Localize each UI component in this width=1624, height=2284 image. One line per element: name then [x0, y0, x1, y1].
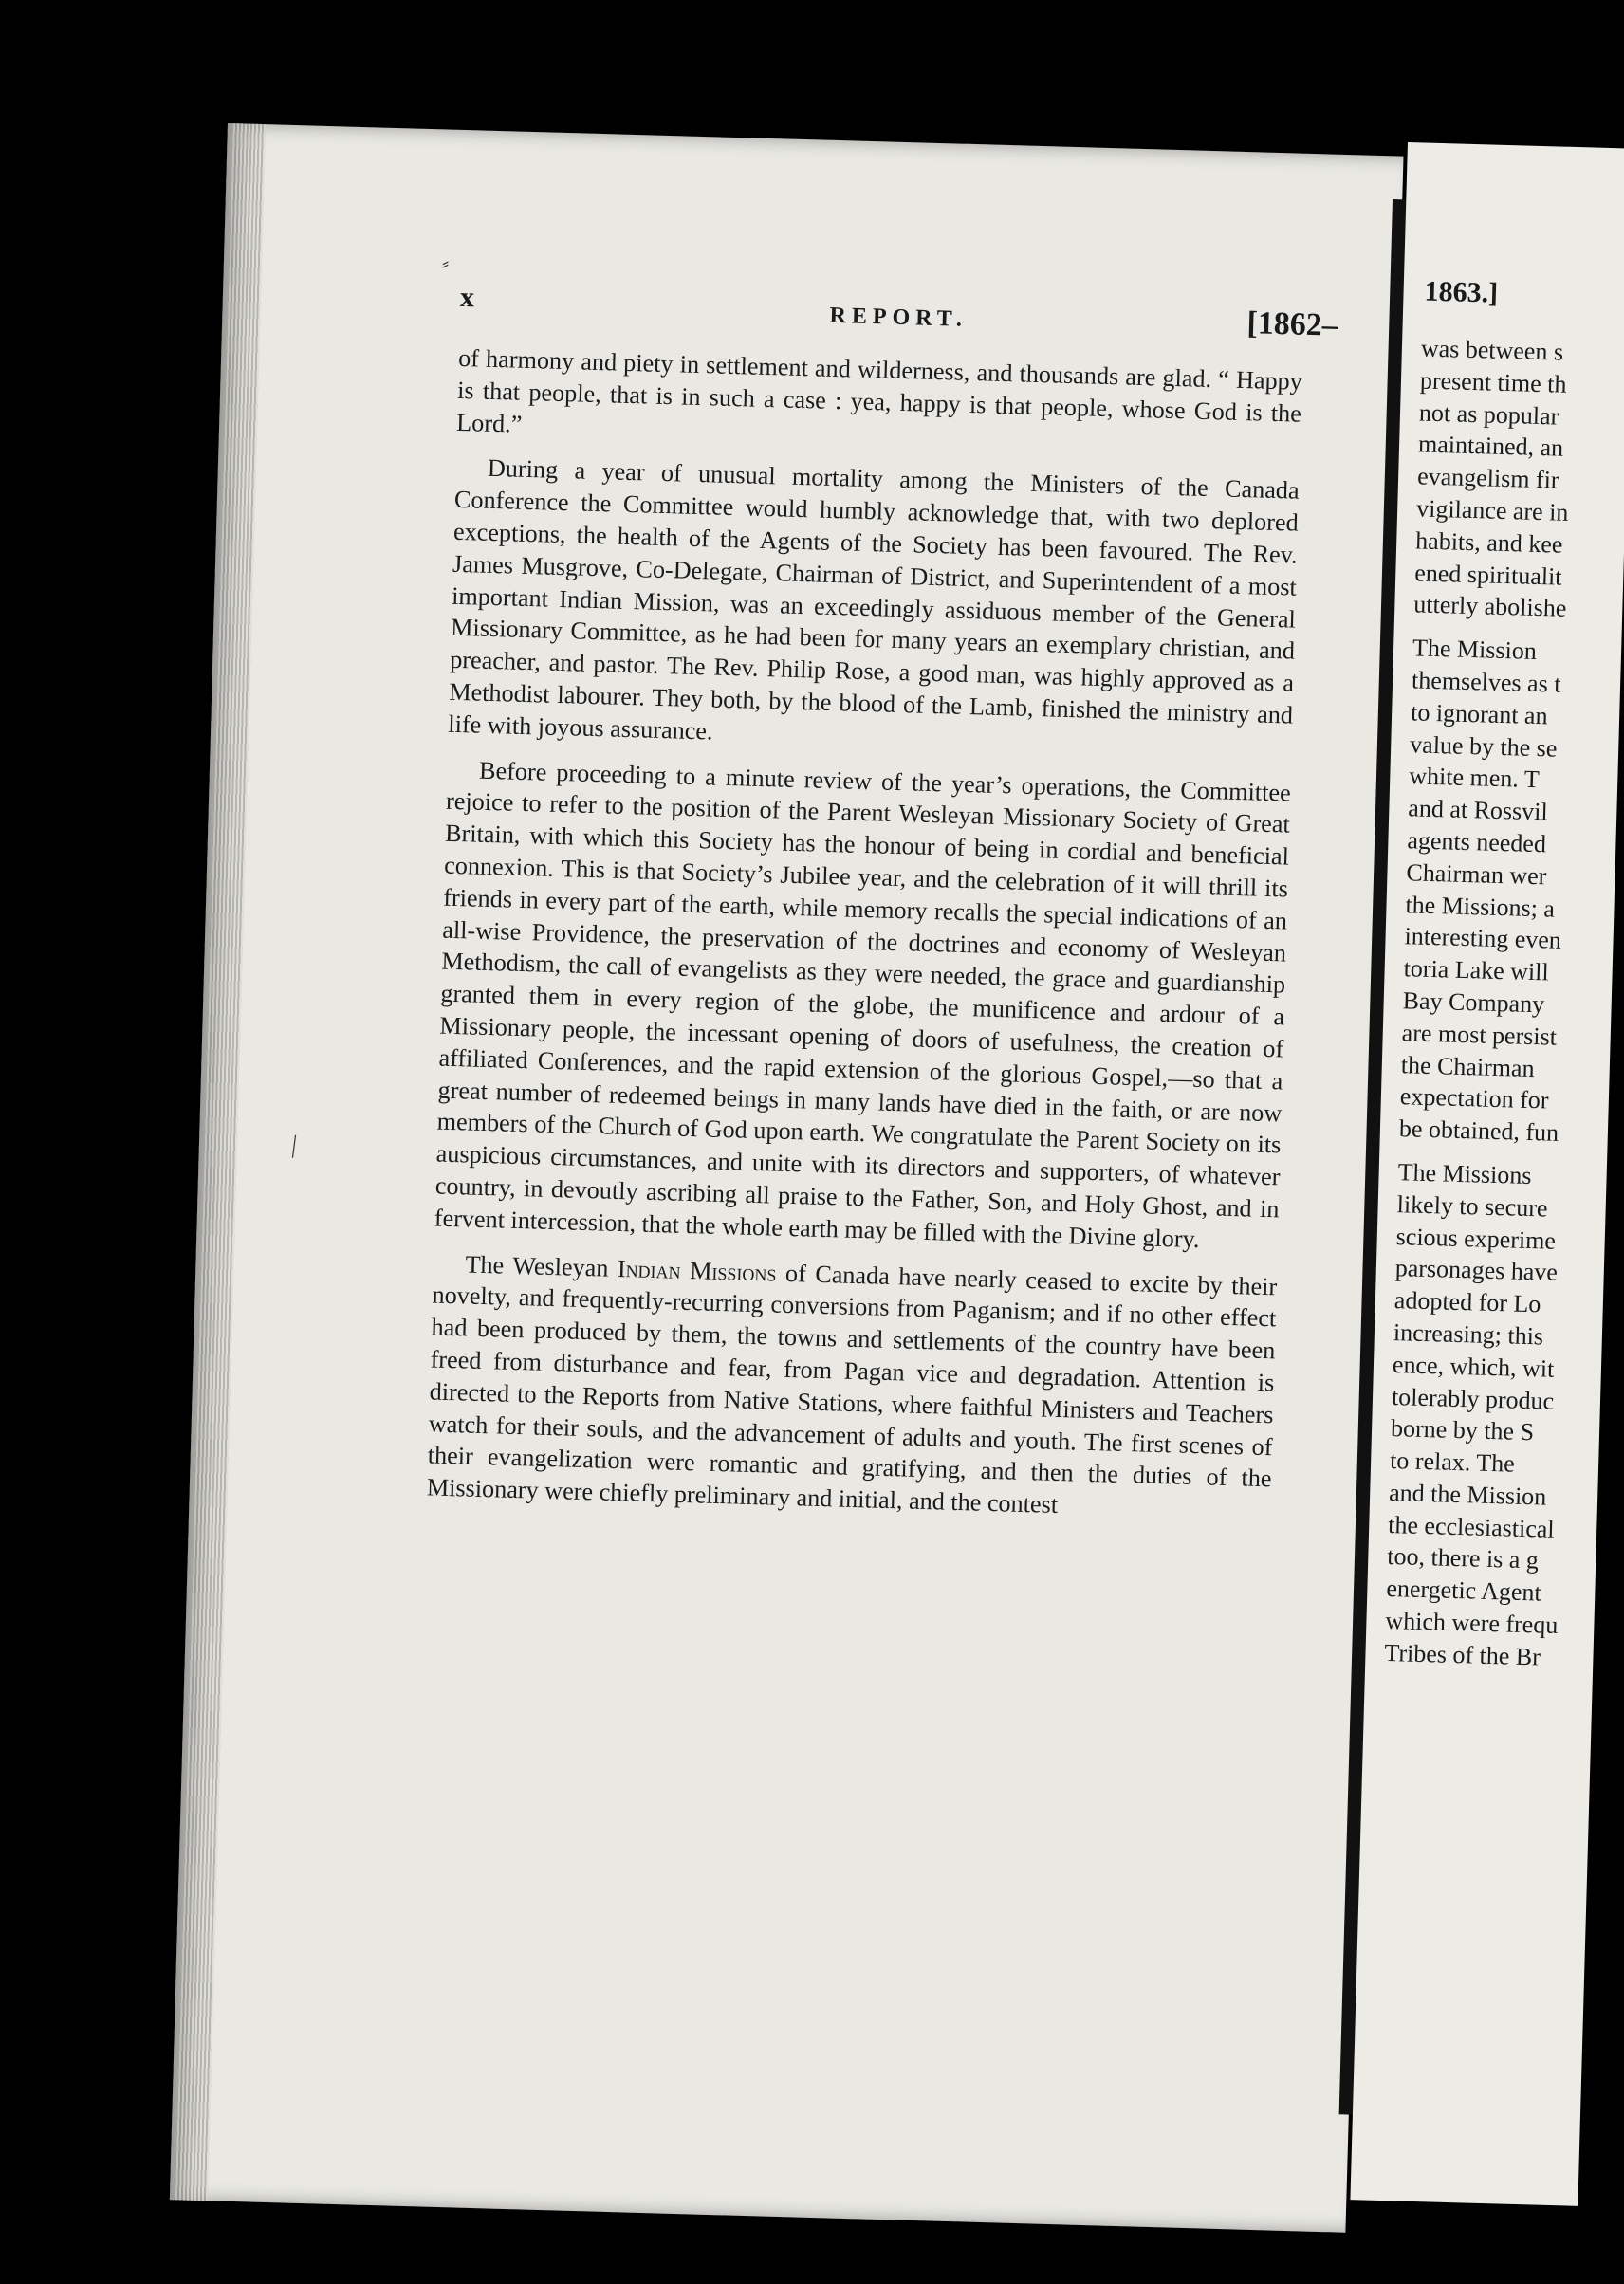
- right-page-line: parsonages have: [1394, 1254, 1559, 1287]
- left-page-year: [1862–: [1246, 305, 1339, 343]
- right-page-line: evangelism fir: [1416, 462, 1559, 494]
- right-page-line: and the Mission: [1388, 1478, 1547, 1511]
- right-page-year: 1863.]: [1424, 275, 1499, 309]
- right-page-line: to relax. The: [1389, 1446, 1516, 1478]
- paragraph-3: Before proceeding to a minute review of the year’s operations, the Committee rejoice to refer to the position of the Parent Wesleyan Missionary Society of Great Britain, with which this Society has the honour of being in cordial and beneficial connexion. This is that Society’s Jubilee year, and the celebration of it will thrill its friends in every part of the earth, while memory recalls the special indications of an all-wise Providence, the preservation of the doctrines and economy of Wesleyan Methodism, the call of evangelists as they were needed, the grace and guardianship granted them in every region of the globe, the munificence and ardour of a Missionary people, the incessant opening of doors of usefulness, the creation of affiliated Conferences, and the rapid extension of the glorious Gospel,—so that a great number of redeemed beings in many lands have died in the faith, or are now members of the Church of God upon earth. We congratulate the Parent Society on its auspicious circumstances, and unite with its directors and supporters, of whatever country, in devoutly ascribing all praise to the Father, Son, and Holy Ghost, and in fervent intercession, that the whole earth may be filled with the Divine glory.: [434, 756, 1292, 1253]
- right-page-line: likely to secure: [1396, 1189, 1548, 1223]
- margin-tick-mark: ⁄: [285, 1132, 304, 1162]
- right-page-line: to ignorant an: [1410, 698, 1549, 730]
- right-page-line: themselves as t: [1411, 666, 1561, 698]
- right-page-line: tolerably produc: [1391, 1382, 1555, 1415]
- right-page-line: agents needed: [1407, 826, 1547, 858]
- indian-missions-smallcaps: Indian Missions: [617, 1254, 777, 1287]
- paragraph-4-rest: of Canada have nearly ceased to excite by their novelty, and frequently-recurring conversions from Paganism; and if no other effect had been produced by them, the towns and settlements of the country have been freed from disturbance and fear, from Pagan vice and degradation. Attention is directed to the Reports from Native Stations, where faithful Ministers and Teachers watch for their souls, and the advancement of adults and youth. The first scenes of their evangelization were romantic and gratifying, and then the duties of the Missionary were chiefly preliminary and initial, and the contest: [426, 1259, 1278, 1520]
- right-page-line: be obtained, fun: [1398, 1114, 1559, 1147]
- right-page-line: and at Rossvil: [1407, 794, 1549, 826]
- right-page-line: adopted for Lo: [1393, 1286, 1541, 1318]
- right-page-line: not as popular: [1418, 398, 1559, 431]
- right-page-line: vigilance are in: [1415, 494, 1569, 526]
- right-page-line: toria Lake will: [1403, 954, 1550, 986]
- folio: x: [459, 281, 475, 314]
- right-page-line: Bay Company: [1402, 986, 1545, 1019]
- paragraph-1: of harmony and piety in settlement and wilderness, and thousands are glad. “ Happy is that people, that is in such a case : yea, happy is that people, whose God is the Lord.”: [455, 343, 1303, 438]
- right-page-line: value by the se: [1409, 729, 1558, 763]
- right-page-line: Chairman wer: [1406, 858, 1547, 891]
- right-page-line: interesting even: [1404, 922, 1562, 955]
- right-page-line: the Chairman: [1400, 1050, 1535, 1082]
- right-page-line: ence, which, wit: [1392, 1350, 1555, 1383]
- right-page-line: scious experime: [1395, 1222, 1557, 1255]
- right-page-line: too, there is a g: [1386, 1542, 1540, 1575]
- right-page-line: was between s: [1420, 334, 1564, 366]
- right-page-column: [1384, 332, 1624, 1677]
- margin-dot-mark: ⸗: [441, 250, 450, 275]
- paragraph-2: During a year of unusual mortality among the Ministers of the Canada Conference the Committee would humbly acknowledge that, with two deplored exceptions, the health of the Agents of the Society has been favoured. The Rev. James Musgrove, Co-Delegate, Chairman of District, and Superintendent of a most important Indian Mission, was an exceedingly assiduous member of the General Missionary Committee, as he had been for many years an exemplary christian, and preacher, and pastor. The Rev. Philip Rose, a good man, was highly approved as a Methodist labourer. They both, by the blood of the Lamb, finished the ministry and life with joyous assurance.: [448, 454, 1301, 746]
- right-page-line: ened spiritualit: [1413, 558, 1562, 591]
- right-page-line: maintained, an: [1417, 430, 1564, 463]
- right-page-line: habits, and kee: [1414, 526, 1563, 559]
- right-page-line: expectation for: [1399, 1082, 1549, 1114]
- right-page-line: utterly abolishe: [1412, 590, 1567, 623]
- right-page-line: borne by the S: [1390, 1414, 1535, 1446]
- right-page-line: the Missions; a: [1405, 890, 1556, 923]
- body-text: [426, 342, 1302, 1540]
- right-page-line: The Missions: [1397, 1158, 1532, 1189]
- paragraph-4: [426, 1247, 1277, 1527]
- right-page-line: energetic Agent: [1386, 1575, 1542, 1607]
- right-page-line: The Mission: [1412, 634, 1538, 666]
- right-page-line: Tribes of the Br: [1384, 1638, 1541, 1671]
- paragraph-4-lead: The Wesleyan: [465, 1249, 618, 1282]
- left-page-text: [170, 123, 1404, 2233]
- right-page-line: are most persist: [1401, 1018, 1558, 1051]
- right-page-line: which were frequ: [1385, 1607, 1559, 1640]
- right-page-line: the ecclesiastical: [1387, 1510, 1556, 1543]
- right-page-line: present time th: [1419, 366, 1567, 398]
- running-head: REPORT.: [829, 303, 969, 332]
- right-page-line: increasing; this: [1393, 1317, 1544, 1351]
- right-page-line: white men. T: [1408, 762, 1541, 794]
